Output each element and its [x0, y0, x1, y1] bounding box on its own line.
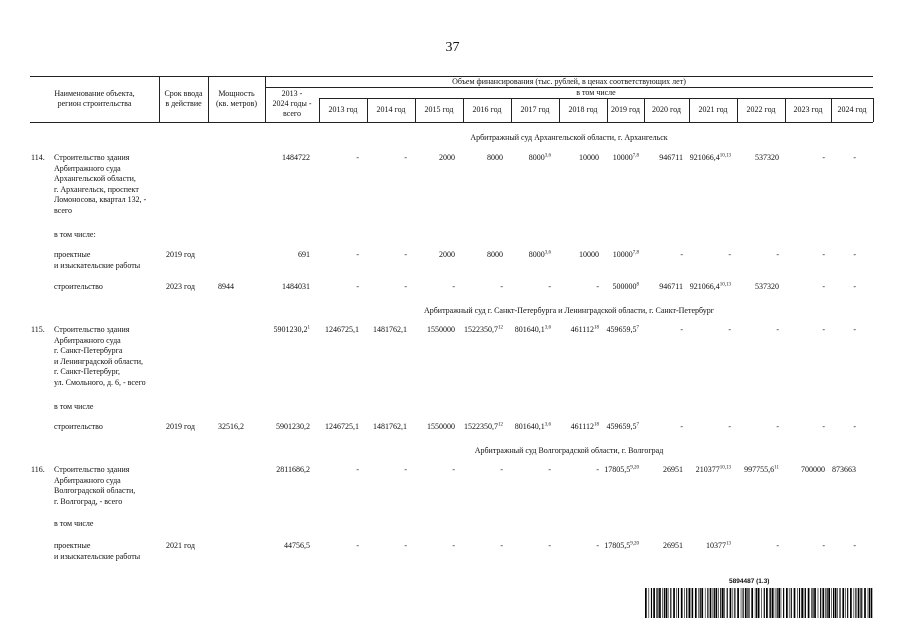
year-value-2023: 700000 — [801, 465, 825, 474]
barcode-bar — [825, 588, 826, 618]
barcode-bar — [656, 588, 657, 618]
year-value-2016: 8000 — [487, 250, 503, 259]
barcode-bar — [814, 588, 816, 618]
barcode-bar — [783, 588, 784, 618]
barcode-bar — [804, 588, 805, 618]
footnote-mark: 12 — [498, 422, 503, 428]
barcode-bar — [828, 588, 830, 618]
year-value-2014: 1481762,1 — [373, 325, 407, 334]
barcode-bar — [769, 588, 770, 618]
year-value-2020: - — [680, 325, 683, 334]
barcode-bar — [845, 588, 846, 618]
year-value-2014: - — [404, 282, 407, 291]
year-header-2020: 2020 год — [652, 105, 681, 114]
barcode-bar — [745, 588, 747, 618]
barcode-bar — [758, 588, 760, 618]
barcode-bar — [860, 588, 861, 618]
footnote-mark: 8 — [636, 282, 639, 288]
year-value-2022: - — [776, 250, 779, 259]
barcode-bar — [755, 588, 756, 618]
year-value-2013: - — [356, 541, 359, 550]
year-value-2013: - — [356, 465, 359, 474]
year-value-2024: 873663 — [832, 465, 856, 474]
year-value-2018: 461112$^{18}$ — [570, 325, 599, 334]
funding-title: Объем финансирования (тыс. рублей, в ценах соответствующих лет) — [452, 77, 686, 86]
barcode-bar — [689, 588, 691, 618]
barcode-bar — [651, 588, 652, 618]
year-value-2024: - — [853, 250, 856, 259]
year-value-2019: 17805,5$^{9,20}$ — [604, 465, 639, 474]
barcode — [645, 578, 873, 618]
barcode-bar — [686, 588, 687, 618]
year-value-2023: - — [822, 541, 825, 550]
barcode-bar — [861, 588, 862, 618]
barcode-bar — [737, 588, 739, 618]
barcode-bar — [747, 588, 748, 618]
object-name: строительство — [54, 422, 103, 431]
barcode-bar — [692, 588, 693, 618]
year-value-2016: 1522350,7$^{12}$ — [464, 422, 503, 431]
object-name: Строительство здания Арбитражного суда г. Санкт-Петербурга и Ленинградской области, г. Санкт-Петербург, ул. Смольного, д. 6, - всего — [54, 325, 146, 387]
commissioning-term: 2019 год — [166, 422, 195, 431]
barcode-bar — [724, 588, 725, 618]
year-value-2018: - — [596, 465, 599, 474]
barcode-bar — [645, 588, 647, 618]
barcode-bar — [808, 588, 810, 618]
col-term-header: Срок ввода в действие — [164, 89, 203, 108]
row-number: 116. — [31, 465, 45, 474]
year-value-2013: 1246725,1 — [325, 325, 359, 334]
barcode-bar — [756, 588, 757, 618]
barcode-bar — [761, 588, 762, 618]
footnote-mark: 18 — [594, 325, 599, 331]
year-value-2017: - — [548, 282, 551, 291]
year-value-2013: - — [356, 153, 359, 162]
footnote-mark: 7 — [636, 325, 639, 331]
barcode-bar — [801, 588, 803, 618]
barcode-bar — [789, 588, 790, 618]
barcode-bar — [734, 588, 735, 618]
year-header-2016: 2016 год — [472, 105, 502, 114]
footnote-mark: 7,8 — [632, 153, 639, 159]
barcode-bar — [805, 588, 806, 618]
object-name: Строительство здания Арбитражного суда Архангельской области, г. Архангельск, проспект Ломоносова, квартал 132, - всего — [54, 153, 147, 215]
barcode-bar — [827, 588, 828, 618]
object-name: проектные и изыскательские работы — [54, 250, 141, 270]
year-header-2023: 2023 год — [793, 105, 823, 114]
barcode-bar — [700, 588, 701, 618]
barcode-bar — [705, 588, 706, 618]
footnote-mark: 11 — [774, 465, 779, 471]
page-number: 37 — [445, 40, 460, 55]
section-title: Арбитражный суд Архангельской области, г. Архангельск — [470, 133, 668, 142]
barcode-bar — [786, 588, 788, 618]
barcode-bar — [764, 588, 765, 618]
year-value-2021: 921066,4$^{10,13}$ — [689, 153, 731, 162]
year-value-2020: - — [680, 422, 683, 431]
year-value-2022: 997755,6$^{11}$ — [744, 465, 779, 474]
barcode-bar — [781, 588, 782, 618]
year-value-2024: - — [853, 282, 856, 291]
section-title: Арбитражный суд Волгоградской области, г. Волгоград — [474, 446, 664, 455]
footnote-mark: 3,6 — [544, 422, 551, 428]
object-name: в том числе — [54, 519, 94, 528]
year-value-2020: 946711 — [659, 153, 683, 162]
barcode-bar — [710, 588, 712, 618]
barcode-bar — [842, 588, 844, 618]
year-value-2024: - — [853, 325, 856, 334]
barcode-bar — [743, 588, 744, 618]
object-name: в том числе: — [54, 230, 96, 239]
total-value: 2811686,2 — [276, 465, 310, 474]
object-name: Строительство здания Арбитражного суда Волгоградской области, г. Волгоград, - всего — [54, 465, 136, 506]
col-capacity-header: Мощность (кв. метров) — [216, 89, 257, 108]
year-value-2021: - — [728, 422, 731, 431]
year-value-2016: 8000 — [487, 153, 503, 162]
year-value-2018: 10000 — [579, 250, 599, 259]
year-value-2024: - — [853, 153, 856, 162]
object-name: в том числе — [54, 402, 94, 411]
total-value: 44756,5 — [284, 541, 310, 550]
barcode-bar — [695, 588, 697, 618]
barcode-bar — [681, 588, 683, 618]
footnote-mark: 9,20 — [630, 541, 639, 547]
barcode-bar — [871, 588, 873, 618]
barcode-bar — [820, 588, 821, 618]
barcode-bar — [812, 588, 813, 618]
barcode-bar — [778, 588, 780, 618]
barcode-bar — [831, 588, 832, 618]
barcode-bar — [850, 588, 852, 618]
barcode-bar — [855, 588, 856, 618]
year-value-2023: - — [822, 325, 825, 334]
barcode-bar — [770, 588, 771, 618]
barcode-bars — [645, 588, 873, 618]
barcode-number: 5894487 (1.3) — [729, 578, 770, 585]
barcode-bar — [662, 588, 663, 618]
barcode-bar — [714, 588, 715, 618]
year-value-2017: 801640,1$^{3,6}$ — [514, 325, 551, 334]
year-value-2020: 946711 — [659, 282, 683, 291]
year-value-2014: - — [404, 153, 407, 162]
barcode-bar — [794, 588, 796, 618]
year-value-2014: - — [404, 465, 407, 474]
barcode-bar — [791, 588, 792, 618]
year-value-2017: - — [548, 465, 551, 474]
barcode-bar — [718, 588, 719, 618]
barcode-bar — [730, 588, 732, 618]
year-header-2024: 2024 год — [837, 105, 867, 114]
footnote-mark: 10,13 — [719, 282, 731, 288]
total-value: 5901230,2 — [276, 422, 310, 431]
rule — [319, 98, 873, 99]
commissioning-term: 2023 год — [166, 282, 195, 291]
barcode-bar — [858, 588, 860, 618]
barcode-bar — [868, 588, 869, 618]
including-header: в том числе — [576, 88, 616, 97]
year-value-2023: - — [822, 422, 825, 431]
footnote-mark: 12 — [498, 325, 503, 331]
year-value-2015: 2000 — [439, 153, 455, 162]
year-value-2017: 8000$^{3,6}$ — [528, 250, 551, 259]
year-value-2021: 921066,4$^{10,13}$ — [689, 282, 731, 291]
year-value-2018: 461112$^{18}$ — [570, 422, 599, 431]
year-value-2016: - — [500, 541, 503, 550]
barcode-bar — [772, 588, 774, 618]
barcode-bar — [676, 588, 677, 618]
barcode-bar — [869, 588, 870, 618]
year-value-2016: - — [500, 465, 503, 474]
barcode-bar — [864, 588, 866, 618]
year-value-2015: - — [452, 541, 455, 550]
year-value-2021: - — [728, 250, 731, 259]
barcode-bar — [854, 588, 855, 618]
year-value-2015: 2000 — [439, 250, 455, 259]
barcode-bar — [777, 588, 778, 618]
year-value-2015: - — [452, 282, 455, 291]
year-value-2019: 10000$^{7,8}$ — [612, 250, 639, 259]
year-value-2022: - — [776, 325, 779, 334]
total-value: 1484031 — [282, 282, 310, 291]
rule — [30, 122, 873, 123]
barcode-bar — [701, 588, 703, 618]
footnote-mark: 3,6 — [544, 325, 551, 331]
year-value-2022: 537320 — [755, 282, 779, 291]
footnote-mark: 10,13 — [719, 465, 731, 471]
barcode-bar — [722, 588, 724, 618]
barcode-bar — [833, 588, 834, 618]
barcode-bar — [741, 588, 742, 618]
barcode-bar — [727, 588, 728, 618]
year-value-2016: 1522350,7$^{12}$ — [464, 325, 503, 334]
year-value-2020: 26951 — [663, 541, 683, 550]
barcode-bar — [839, 588, 840, 618]
barcode-bar — [707, 588, 708, 618]
barcode-bar — [748, 588, 749, 618]
year-value-2021: 210377$^{10,13}$ — [695, 465, 731, 474]
year-value-2018: 10000 — [579, 153, 599, 162]
barcode-bar — [716, 588, 718, 618]
barcode-bar — [659, 588, 661, 618]
year-value-2020: 26951 — [663, 465, 683, 474]
year-value-2023: - — [822, 282, 825, 291]
footnote-mark: 13 — [726, 541, 731, 547]
capacity: 32516,2 — [218, 422, 244, 431]
year-header-2019: 2019 год — [611, 105, 640, 114]
barcode-bar — [766, 588, 768, 618]
year-value-2013: 1246725,1 — [325, 422, 359, 431]
rule — [873, 98, 874, 122]
year-value-2021: 10377$^{13}$ — [706, 541, 731, 550]
total-value: 691 — [298, 250, 310, 259]
barcode-bar — [797, 588, 798, 618]
col-name-header: Наименование объекта, регион строительства — [54, 89, 135, 108]
year-value-2017: 8000$^{3,6}$ — [528, 153, 551, 162]
col-total-header: 2013 - 2024 годы - всего — [272, 89, 312, 118]
barcode-bar — [673, 588, 675, 618]
year-value-2014: - — [404, 250, 407, 259]
year-value-2019: 17805,5$^{9,20}$ — [604, 541, 639, 550]
year-value-2022: - — [776, 541, 779, 550]
barcode-bar — [649, 588, 650, 618]
year-value-2018: - — [596, 282, 599, 291]
year-value-2021: - — [728, 325, 731, 334]
year-value-2019: 459659,5$^7$ — [606, 325, 639, 334]
commissioning-term: 2021 год — [166, 541, 195, 550]
year-header-2018: 2018 год — [568, 105, 598, 114]
footnote-mark: 10,13 — [719, 153, 731, 159]
year-value-2019: 459659,5$^7$ — [606, 422, 639, 431]
barcode-bar — [775, 588, 776, 618]
year-value-2024: - — [853, 541, 856, 550]
year-value-2022: 537320 — [755, 153, 779, 162]
year-header-2014: 2014 год — [376, 105, 406, 114]
footnote-mark: 3,6 — [544, 250, 551, 256]
year-value-2016: - — [500, 282, 503, 291]
year-value-2015: 1550000 — [427, 325, 455, 334]
barcode-bar — [684, 588, 685, 618]
year-value-2015: 1550000 — [427, 422, 455, 431]
year-value-2019: 500000$^8$ — [612, 282, 639, 291]
year-header-2013: 2013 год — [328, 105, 358, 114]
barcode-bar — [837, 588, 838, 618]
object-name: строительство — [54, 282, 103, 291]
year-header-2017: 2017 год — [520, 105, 550, 114]
barcode-bar — [720, 588, 721, 618]
year-value-2019: 10000$^{7,8}$ — [612, 153, 639, 162]
year-value-2022: - — [776, 422, 779, 431]
barcode-bar — [847, 588, 848, 618]
barcode-bar — [678, 588, 679, 618]
barcode-bar — [811, 588, 812, 618]
year-value-2014: - — [404, 541, 407, 550]
barcode-bar — [733, 588, 734, 618]
footnote-mark: 1 — [307, 325, 310, 331]
footnote-mark: 7,8 — [632, 250, 639, 256]
barcode-bar — [664, 588, 665, 618]
barcode-bar — [799, 588, 800, 618]
barcode-bar — [818, 588, 819, 618]
year-value-2014: 1481762,1 — [373, 422, 407, 431]
section-title: Арбитражный суд г. Санкт-Петербурга и Ленинградской области, г. Санкт-Петербург — [423, 306, 715, 315]
barcode-bar — [666, 588, 668, 618]
footnote-mark: 9,20 — [630, 465, 639, 471]
year-value-2017: 801640,1$^{3,6}$ — [514, 422, 551, 431]
barcode-bar — [653, 588, 655, 618]
capacity: 8944 — [218, 282, 234, 291]
object-name: проектные и изыскательские работы — [54, 541, 141, 561]
year-value-2023: - — [822, 153, 825, 162]
footnote-mark: 3,6 — [544, 153, 551, 159]
barcode-bar — [691, 588, 692, 618]
barcode-bar — [713, 588, 714, 618]
year-value-2015: - — [452, 465, 455, 474]
footnote-mark: 18 — [594, 422, 599, 428]
barcode-bar — [835, 588, 837, 618]
barcode-bar — [670, 588, 671, 618]
year-header-2015: 2015 год — [424, 105, 454, 114]
year-value-2018: - — [596, 541, 599, 550]
year-value-2024: - — [853, 422, 856, 431]
year-value-2020: - — [680, 250, 683, 259]
year-value-2017: - — [548, 541, 551, 550]
total-value: 5901230,2$^1$ — [273, 325, 310, 334]
row-number: 114. — [31, 153, 45, 162]
barcode-bar — [698, 588, 699, 618]
footnote-mark: 7 — [636, 422, 639, 428]
year-header-2022: 2022 год — [746, 105, 776, 114]
year-value-2013: - — [356, 282, 359, 291]
commissioning-term: 2019 год — [166, 250, 195, 259]
barcode-bar — [751, 588, 753, 618]
year-value-2023: - — [822, 250, 825, 259]
barcode-bar — [822, 588, 824, 618]
row-number: 115. — [31, 325, 45, 334]
year-header-2021: 2021 год — [698, 105, 728, 114]
barcode-bar — [668, 588, 669, 618]
barcode-bar — [657, 588, 658, 618]
total-value: 1484722 — [282, 153, 310, 162]
year-value-2013: - — [356, 250, 359, 259]
